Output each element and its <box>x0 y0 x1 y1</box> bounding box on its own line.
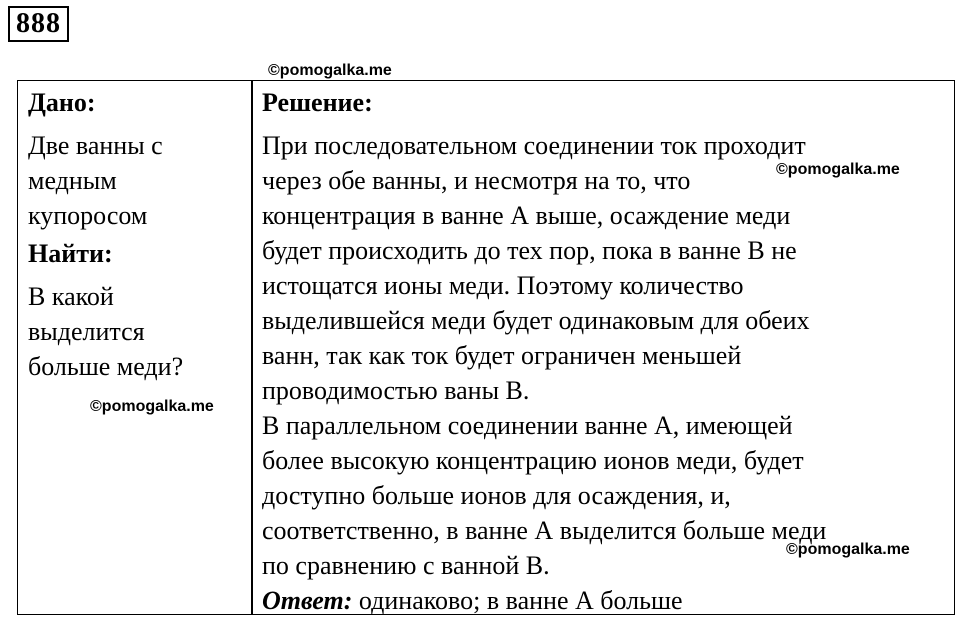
solution-line: выделившейся меди будет одинаковым для обеих <box>262 306 810 335</box>
find-line: выделится <box>28 317 145 346</box>
solution-line: проводимостью ваны В. <box>262 376 530 405</box>
given-text <box>28 128 246 233</box>
answer-text: одинаково; в ванне А больше <box>352 586 683 615</box>
solution-line: соответственно, в ванне А выделится больше меди <box>262 516 827 545</box>
solution-line: более высокую концентрацию ионов меди, будет <box>262 446 804 475</box>
given-heading: Дано: <box>28 88 96 117</box>
solution-line: истощатся ионы меди. Поэтому количество <box>262 271 744 300</box>
column-divider <box>251 81 253 614</box>
solution-heading: Решение: <box>262 88 373 117</box>
find-heading: Найти: <box>28 239 113 268</box>
solution-line: концентрация в ванне А выше, осаждение меди <box>262 201 791 230</box>
answer-line <box>262 583 952 618</box>
watermark: ©pomogalka.me <box>268 62 392 79</box>
solution-body <box>262 128 952 618</box>
solution-line: через обе ванны, и несмотря на то, что <box>262 166 691 195</box>
solution-column <box>262 85 952 618</box>
answer-label: Ответ: <box>262 586 353 615</box>
find-line: В какой <box>28 282 114 311</box>
given-line: медным <box>28 166 117 195</box>
solution-table <box>17 80 955 615</box>
given-column <box>28 85 246 384</box>
watermark: ©pomogalka.me <box>776 161 900 178</box>
solution-line: доступно больше ионов для осаждения, и, <box>262 481 731 510</box>
solution-line: В параллельном соединении ванне А, имеющей <box>262 411 793 440</box>
given-line: купоросом <box>28 201 148 230</box>
find-text <box>28 279 246 384</box>
watermark: ©pomogalka.me <box>90 398 214 415</box>
solution-line: по сравнению с ванной В. <box>262 551 550 580</box>
problem-number: 888 <box>8 6 69 42</box>
watermark: ©pomogalka.me <box>786 541 910 558</box>
solution-line: При последовательном соединении ток проходит <box>262 131 806 160</box>
solution-line: ванн, так как ток будет ограничен меньшей <box>262 341 742 370</box>
find-line: больше меди? <box>28 352 184 381</box>
solution-line: будет происходить до тех пор, пока в ванне В не <box>262 236 797 265</box>
given-line: Две ванны с <box>28 131 163 160</box>
